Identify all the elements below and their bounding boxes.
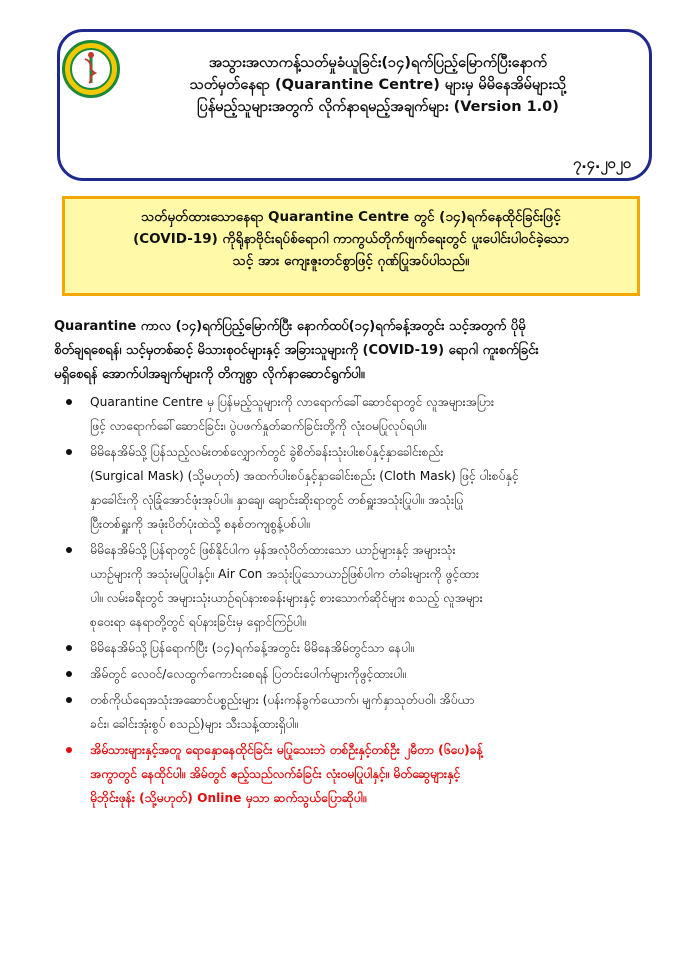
guideline-item: အိမ်တွင် လေဝင်/လေထွက်ကောင်းစေရန် ပြတင်းပေါက်များကိုဖွင့်ထားပါ။ <box>54 662 644 686</box>
guideline-item: မိမိနေအိမ်သို့ပြန်ရာတွင် ဖြစ်နိုင်ပါက မှန်အလုံပိတ်ထားသော ယာဉ်များနှင့် အများသုံး ယာဉ်များကို အသုံးမပြုပါနှင့်။ Air Con အသုံးပြုသောယာဉ်ဖြစ်ပါက တံခါးများကို ဖွင့်ထား ပါ။ လမ်းခရီးတွင် အများသုံးယာဉ်ရပ်နားစခန်းများနှင့် စားသောက်ဆိုင်များ စသည့် လူအများ စုဝေးရာ နေရာတို့တွင် ရပ်နားခြင်းမှ ရှောင်ကြဉ်ပါ။ <box>54 538 644 634</box>
intro-line-1: Quarantine ကာလ (၁၄)ရက်ပြည့်မြောက်ပြီး နောက်ထပ်(၁၄)ရက်ခန့်အတွင်း သင့်အတွက် ပိုမို <box>54 319 526 334</box>
title-line-2: သတ်မှတ်နေရာ (Quarantine Centre) များမှ မိမိနေအိမ်များသို့ <box>189 77 567 93</box>
bullet-icon <box>66 449 72 455</box>
bullet-icon <box>66 747 72 753</box>
guideline-item: Quarantine Centre မှ ပြန်မည့်သူများကို လာရောက်ခေါ်ဆောင်ရာတွင် လူအများအပြား ဖြင့် လာရောက်ခေါ်ဆောင်ခြင်း၊ ပွဲပဖက်နှုတ်ဆက်ခြင်းတို့ကို လုံးဝမပြုလုပ်ရပါ။ <box>54 390 644 438</box>
bullet-icon <box>66 399 72 405</box>
intro-line-3: မရှိစေရန် အောက်ပါအချက်များကို တိကျစွာ လိုက်နာဆောင်ရွက်ပါ။ <box>54 367 365 382</box>
document-date: ၇.၄.၂၀၂၀ <box>573 156 631 172</box>
bullet-icon <box>66 697 72 703</box>
title-line-3: ပြန်မည့်သူများအတွက် လိုက်နာရမည့်အချက်များ (Version 1.0) <box>197 99 559 115</box>
intro-paragraph <box>54 315 644 387</box>
ministry-seal-logo <box>62 40 120 98</box>
bullet-icon <box>66 645 72 651</box>
notice-line-1: သတ်မှတ်ထားသောနေရာ Quarantine Centre တွင် (၁၄)ရက်နေထိုင်ခြင်းဖြင့် <box>141 209 561 225</box>
notice-line-3: သင့် အား ကျေးဇူးတင်စွာဖြင့် ဂုဏ်ပြုအပ်ပါသည်။ <box>232 253 470 269</box>
guideline-list <box>54 390 644 812</box>
document-title <box>128 52 628 118</box>
seal-emblem-icon <box>65 43 117 95</box>
notice-line-2: (COVID-19) ကိုရိုနာဗိုင်းရပ်စ်ရောဂါ ကာကွယ်တိုက်ဖျက်ရေးတွင် ပူးပေါင်းပါဝင်ခဲ့သော <box>133 231 569 247</box>
guideline-item: တစ်ကိုယ်ရေအသုံးအဆောင်ပစ္စည်းများ (ပန်းကန်ခွက်ယောက်၊ မျက်နှာသုတ်ပဝါ၊ အိပ်ယာ ခင်း၊ ခေါင်းအုံးစွပ် စသည်)များ သီးသန့်ထားရှိပါ။ <box>54 688 644 736</box>
notice-text <box>68 206 634 272</box>
intro-line-2: စိတ်ချရစေရန်၊ သင့်မှတစ်ဆင့် မိသားစုဝင်များနှင့် အခြားသူများကို (COVID-19) ရောဂါ ကူးစက်ခြင်း <box>54 343 539 358</box>
bullet-icon <box>66 671 72 677</box>
guideline-item: မိမိနေအိမ်သို့ ပြန်သည့်လမ်းတစ်လျှောက်တွင် ခွဲစိတ်ခန်းသုံးပါးစပ်နှင့်နှာခေါင်းစည်း (Surgical Mask) (သို့မဟုတ်) အထက်ပါးစပ်နှင့်နှာခေါင်းစည်း (Cloth Mask) ဖြင့် ပါးစပ်နှင့် နှာခေါင်းကို လုံခြုံအောင်ဖုံးအုပ်ပါ။ နှာချေ၊ ချောင်းဆိုးရာတွင် တစ်ရှူးအသုံးပြုပါ။ အသုံးပြု ပြီးတစ်ရှူးကို အဖုံးပိတ်ပုံးထဲသို့ စနစ်တကျစွန့်ပစ်ပါ။ <box>54 440 644 536</box>
title-line-1: အသွားအလာကန့်သတ်မှုခံယူခြင်း(၁၄)ရက်ပြည့်မြောက်ပြီးနောက် <box>208 55 548 71</box>
guideline-item: မိမိနေအိမ်သို့ပြန်ရောက်ပြီး (၁၄)ရက်ခန့်အတွင်း မိမိနေအိမ်တွင်သာ နေပါ။ <box>54 636 644 660</box>
bullet-icon <box>66 547 72 553</box>
guideline-item-highlighted: အိမ်သားများနှင့်အတူ ရောနှောနေထိုင်ခြင်း မပြုသေးဘဲ တစ်ဦးနှင့်တစ်ဦး ၂မီတာ (၆ပေ)ခန့် အကွာတွင် နေထိုင်ပါ။ အိမ်တွင် ဧည့်သည်လက်ခံခြင်း လုံးဝမပြုပါနှင့်။ မိတ်ဆွေများနှင့် မိုဘိုင်းဖုန်း (သို့မဟုတ်) Online မှသာ ဆက်သွယ်ပြောဆိုပါ။ <box>54 738 644 810</box>
